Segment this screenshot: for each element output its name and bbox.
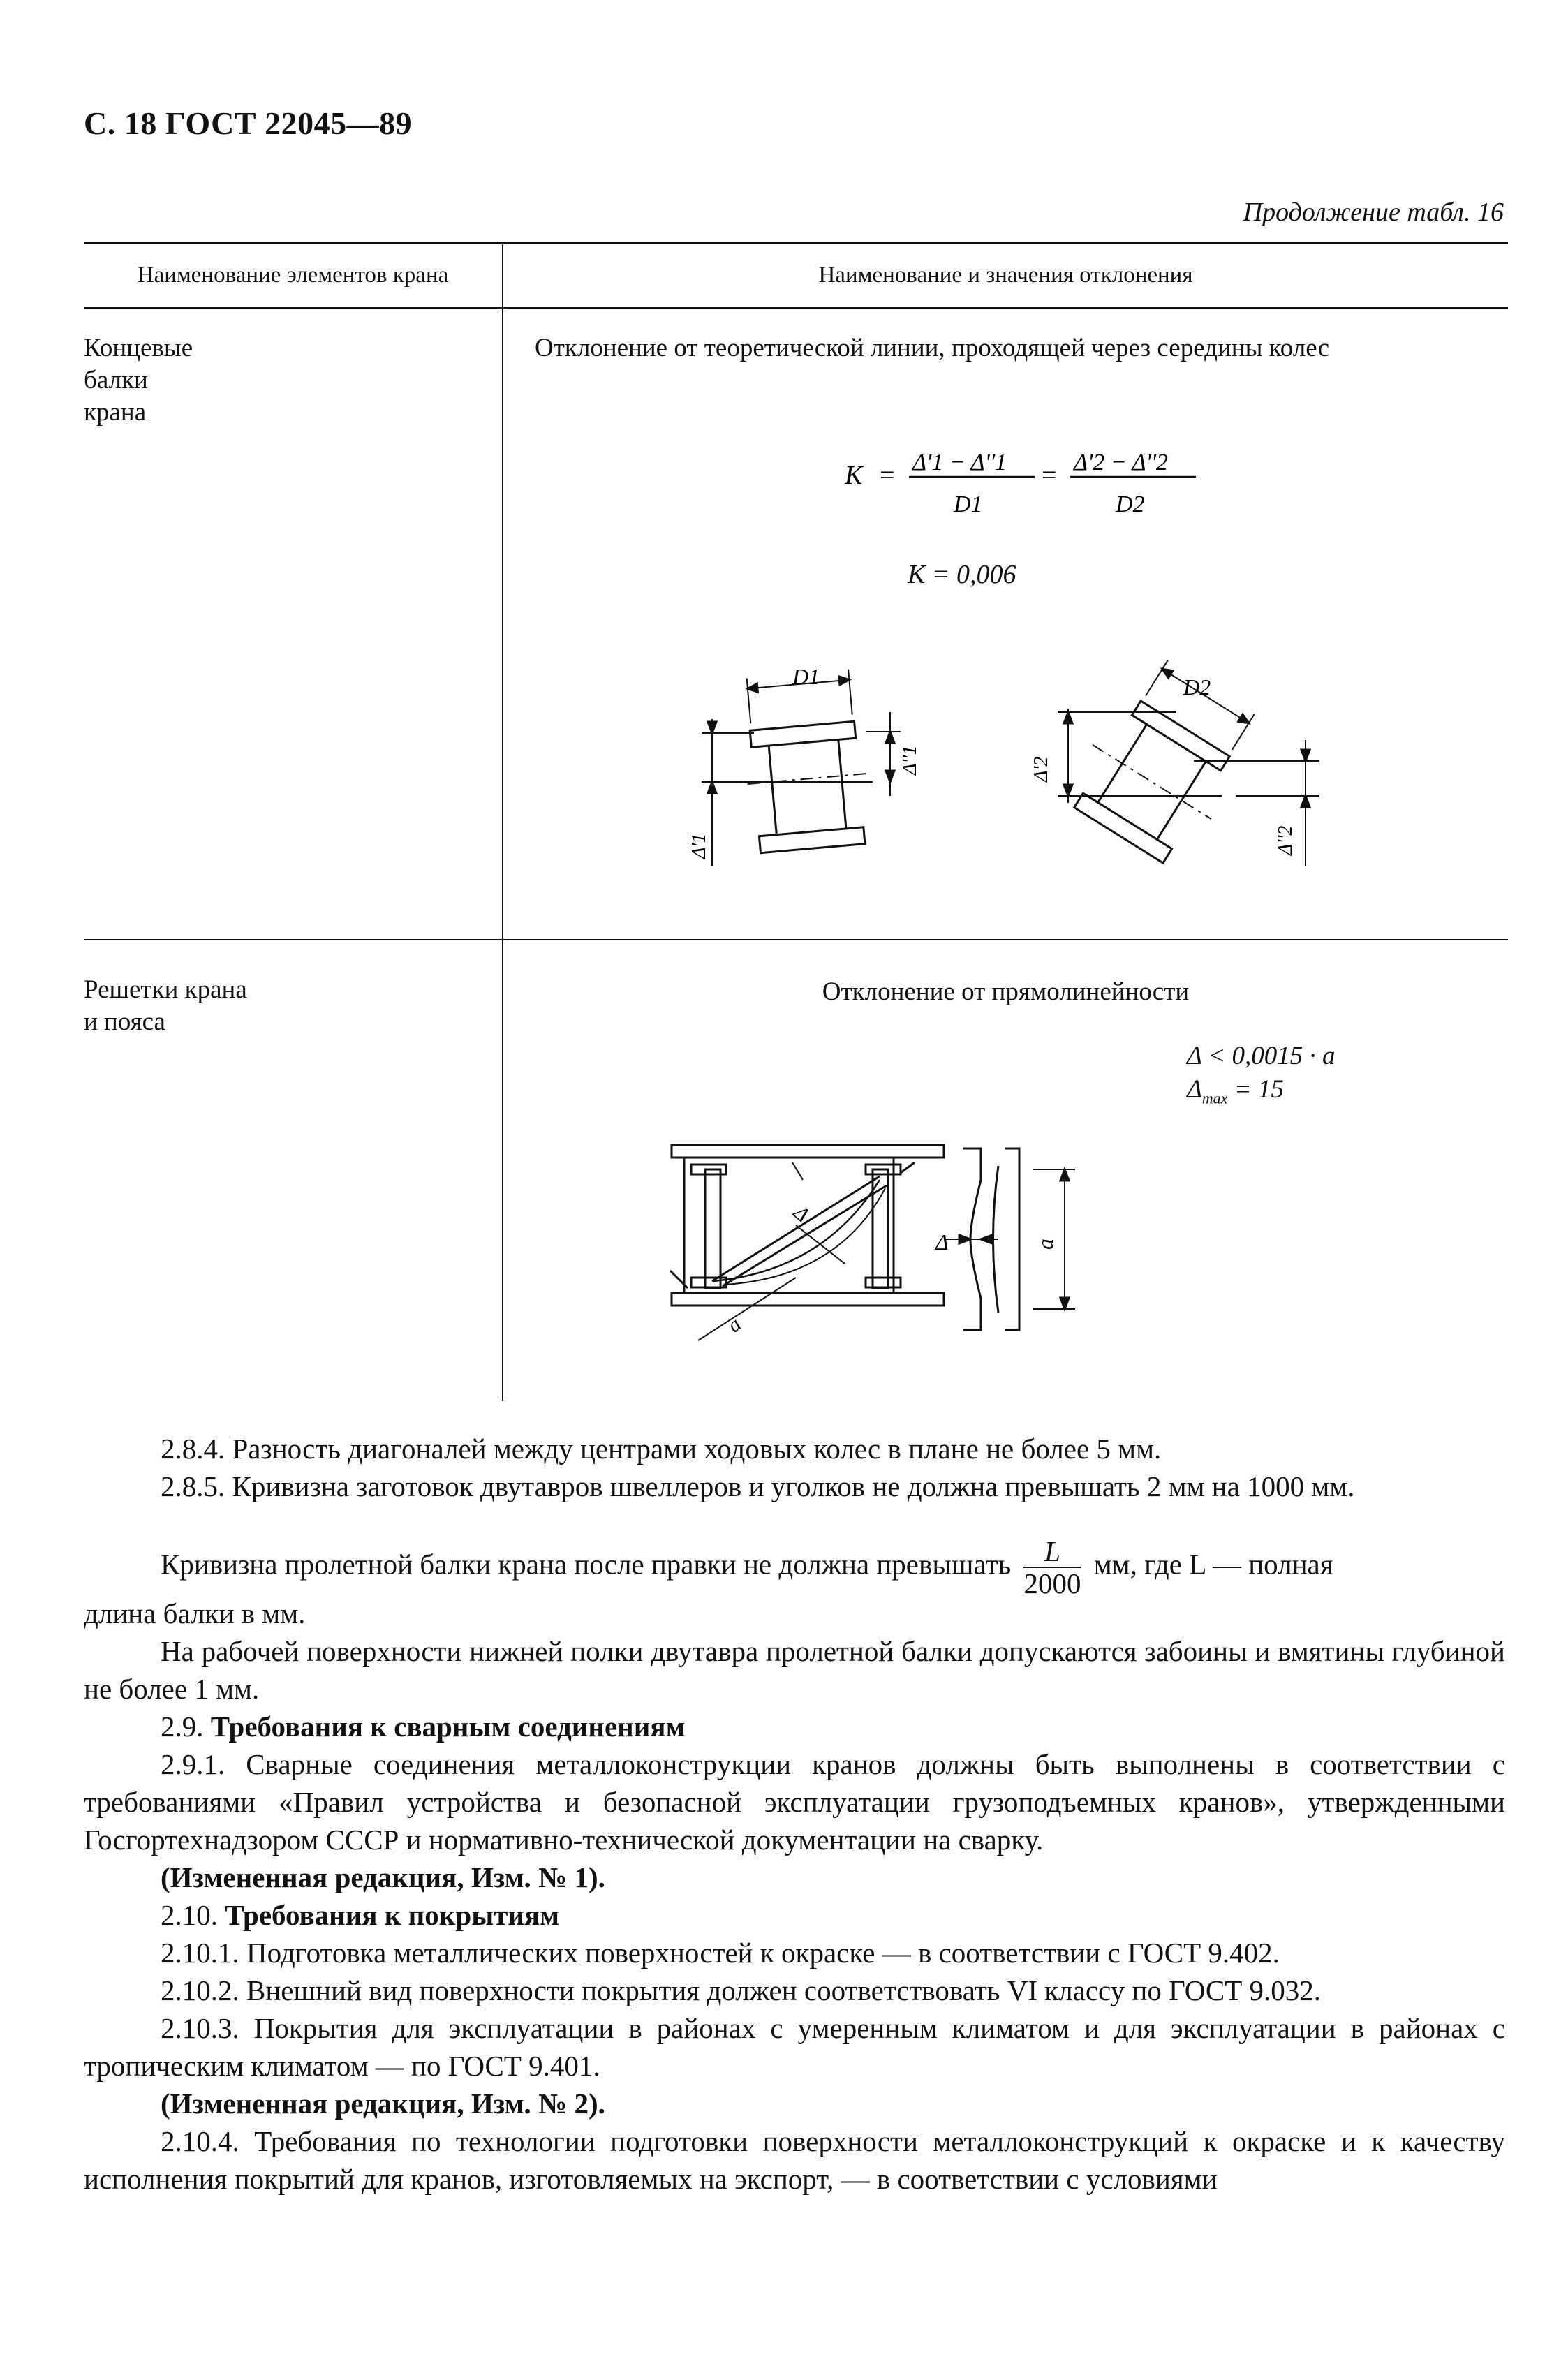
- row2-description: Отклонение от прямолинейности: [822, 977, 1190, 1006]
- label-a-diag: a: [723, 1313, 746, 1338]
- row1-figure-end-beams: [663, 656, 1361, 887]
- formula-k: K: [845, 461, 863, 490]
- column-header-elements: Наименование элементов крана: [137, 263, 449, 288]
- table-column-divider: [502, 242, 503, 1401]
- amendment-2: (Измененная редакция, Изм. № 2).: [161, 2087, 605, 2120]
- formula-den1: D1: [954, 491, 983, 517]
- para-2-10-1: 2.10.1. Подготовка металлических поверхностей к окраске — в соответствии с ГОСТ 9.402.: [161, 1937, 1280, 1969]
- amendment-1: (Измененная редакция, Изм. № 1).: [161, 1861, 605, 1893]
- formula-num2: Δ'2 − Δ''2: [1074, 450, 1169, 475]
- label-delta2pp: Δ''2: [1275, 825, 1296, 855]
- para-curvature-cont: длина балки в мм.: [84, 1597, 306, 1629]
- heading-2-10: [84, 1896, 1505, 1934]
- page-header: С. 18 ГОСТ 22045—89: [84, 105, 413, 141]
- row1-description: Отклонение от теоретической линии, проходящей через середины колес: [535, 334, 1330, 362]
- para-lower-flange: На рабочей поверхности нижней полки двутавра пролетной балки допускаются забоины и вмятины глубиной не более 1 мм.: [84, 1635, 1505, 1705]
- heading-2-9: [84, 1708, 1505, 1745]
- left-top-flange: [750, 721, 856, 747]
- table-top-rule: [84, 242, 1508, 244]
- curv-text-a: Кривизна пролетной балки крана после правки не должна превышать: [161, 1548, 1012, 1581]
- label-d2: D2: [1183, 674, 1211, 700]
- row2-figure-lattice: [670, 1131, 1103, 1354]
- para-2-10-4: 2.10.4. Требования по технологии подготовки поверхности металлоконструкций к окраске и к качеству исполнения покрытий для кранов, изготовляемых на экспорт, — в соответствии с условиями: [84, 2125, 1505, 2195]
- para-2-10-3: 2.10.3. Покрытия для эксплуатации в районах с умеренным климатом и для эксплуатации в районах с тропическим климатом — по ГОСТ 9.401.: [84, 2012, 1505, 2082]
- column-header-deviation: Наименование и значения отклонения: [818, 263, 1193, 288]
- fraction: [1023, 1536, 1081, 1599]
- table-row-divider: [84, 939, 1508, 940]
- h29-number: 2.9.: [161, 1710, 204, 1743]
- row1-formula: [831, 436, 1208, 531]
- h210-number: 2.10.: [161, 1899, 218, 1931]
- row1-element-name: Концевые балки крана: [84, 334, 193, 427]
- label-delta1p: Δ'1: [688, 833, 710, 859]
- para-2-8-4: 2.8.4. Разность диагоналей между центрами ходовых колес в плане не более 5 мм.: [161, 1433, 1162, 1465]
- label-delta: Δ: [935, 1229, 949, 1255]
- table-header-rule: [84, 307, 1508, 309]
- row1-k-value: K = 0,006: [908, 560, 1016, 589]
- label-delta2p: Δ'2: [1030, 756, 1052, 782]
- fraction-num: L: [1023, 1536, 1081, 1568]
- row2-condition-2: [1187, 1074, 1466, 1114]
- formula-num1: Δ'1 − Δ''1: [912, 450, 1007, 475]
- para-curvature: [84, 1536, 1505, 1599]
- cond2-base: Δ: [1187, 1075, 1202, 1104]
- para-2-9-1: 2.9.1. Сварные соединения металлоконструкции кранов должны быть выполнены в соответствии с требованиями «Правил устройства и безопасной эксплуатации грузоподъемных кранов», утвержденными Госгортехнадзором СССР и нормативно-технической документации на сварку.: [84, 1748, 1505, 1856]
- row2-condition-1: Δ < 0,0015 · a: [1187, 1042, 1336, 1070]
- row2-element-name: Решетки крана и пояса: [84, 975, 247, 1036]
- label-a: a: [1033, 1239, 1058, 1250]
- cond2-rest: = 15: [1227, 1075, 1284, 1104]
- para-2-8-5: 2.8.5. Кривизна заготовок двутавров швеллеров и уголков не должна превышать 2 мм на 1000 мм.: [161, 1470, 1355, 1502]
- formula-eq2: =: [1042, 461, 1057, 490]
- formula-eq1: =: [880, 461, 895, 490]
- para-2-10-2: 2.10.2. Внешний вид поверхности покрытия должен соответствовать VI классу по ГОСТ 9.032.: [161, 1974, 1322, 2006]
- formula-den2: D2: [1116, 491, 1145, 517]
- h29-title: Требования к сварным соединениям: [210, 1710, 686, 1743]
- fraction-den: 2000: [1023, 1567, 1081, 1599]
- table-continuation-label: Продолжение табл. 16: [1243, 198, 1504, 227]
- label-delta1pp: Δ''1: [899, 745, 921, 775]
- cond2-sub: max: [1201, 1089, 1228, 1107]
- curv-text-b: мм, где L — полная: [1093, 1548, 1333, 1581]
- label-delta-inner: Δ: [789, 1201, 814, 1227]
- h210-title: Требования к покрытиям: [225, 1899, 560, 1931]
- left-bottom-flange: [759, 827, 865, 853]
- label-d1: D1: [792, 664, 820, 689]
